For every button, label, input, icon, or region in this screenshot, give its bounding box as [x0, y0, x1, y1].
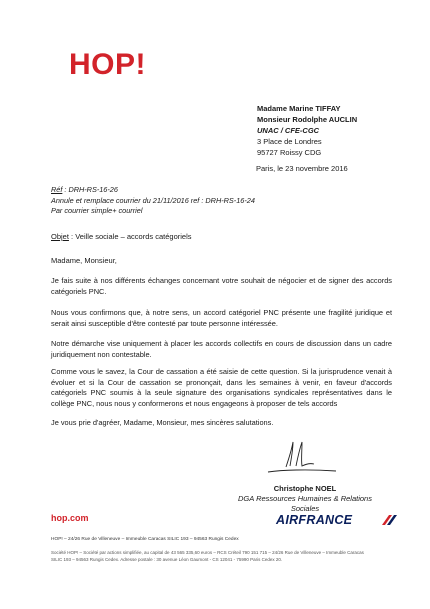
letter-date: Paris, le 23 novembre 2016 — [256, 164, 348, 173]
footer-legal — [51, 550, 396, 563]
subject-line — [51, 232, 192, 241]
reference-delivery: Par courrier simple+ courriel — [51, 206, 143, 215]
recipient-street: 3 Place de Londres — [257, 137, 322, 146]
signer-title: DGA Ressources Humaines & Relations Sociales — [238, 494, 372, 513]
closing-paragraph: Je vous prie d'agréer, Madame, Monsieur, mes sincères salutations. — [51, 418, 274, 427]
recipient-name-2: Monsieur Rodolphe AUCLIN — [257, 115, 358, 124]
reference-label: Réf — [51, 185, 63, 194]
reference-value: : DRH-RS-16-26 — [62, 185, 118, 194]
airfrance-stripes-icon — [380, 514, 398, 526]
legal-line-2: SILIC 193 – 94563 Rungis Cedex. Adresse postale : 30 avenue Léon Gaumont - CS 12041 - 75990 Paris Cedex 20. — [51, 556, 283, 562]
airfrance-logo: AIRFRANCE — [276, 513, 353, 527]
handwritten-signature — [262, 436, 342, 482]
body-paragraph-3: Notre démarche vise uniquement à placer les accords collectifs en cours de discussion dans un cadre juridiquement non contestable. — [51, 339, 392, 359]
recipient-block — [257, 103, 357, 158]
reference-line — [51, 185, 255, 196]
subject-text: : Veille sociale – accords catégoriels — [68, 232, 192, 241]
footer-address: HOP! – 24/26 Rue de Villeneuve – Immeuble Caracas SILIC 193 – 94563 Rungis Cedex — [51, 537, 239, 542]
recipient-city: 95727 Roissy CDG — [257, 148, 322, 157]
body-paragraph-1: Je fais suite à nos différents échanges concernant votre souhait de négocier et de signer des accords catégoriels PNC. — [51, 276, 392, 296]
subject-label: Objet — [51, 232, 69, 241]
references-block — [51, 185, 255, 217]
signer-block — [230, 484, 380, 514]
hop-logo: HOP! — [69, 48, 146, 81]
recipient-name-1: Madame Marine TIFFAY — [257, 104, 341, 113]
website-link[interactable]: hop.com — [51, 513, 89, 523]
recipient-organization: UNAC / CFE-CGC — [257, 126, 320, 135]
body-paragraph-4: Comme vous le savez, la Cour de cassation a été saisie de cette question. Si la jurisprudence venait à évoluer et si la Cour de cassation se prononçait, dans les semaines à venir, en faveur d'accords catégoriels PNC soumis à la seule signature des organisations syndicales représentatives dans le collège PNC, nous nous y conformerons et nous engageons à proposer de tels accords — [51, 367, 392, 408]
reference-replaces: Annule et remplace courrier du 21/11/2016 ref : DRH-RS-16-24 — [51, 195, 255, 205]
signer-name: Christophe NOEL — [273, 484, 337, 493]
body-paragraph-2: Nous vous confirmons que, à notre sens, un accord catégoriel PNC présente une fragilité juridique et serait ainsi susceptible d'être contesté par toute personne intéressée. — [51, 308, 392, 328]
legal-line-1: Société HOP! – Société par actions simplifiée, au capital de 43 565 335,60 euros – RCS Créteil 790 151 715 – 24/26 Rue de Villeneuve – Immeuble Caracas — [51, 550, 364, 555]
salutation: Madame, Monsieur, — [51, 256, 117, 265]
